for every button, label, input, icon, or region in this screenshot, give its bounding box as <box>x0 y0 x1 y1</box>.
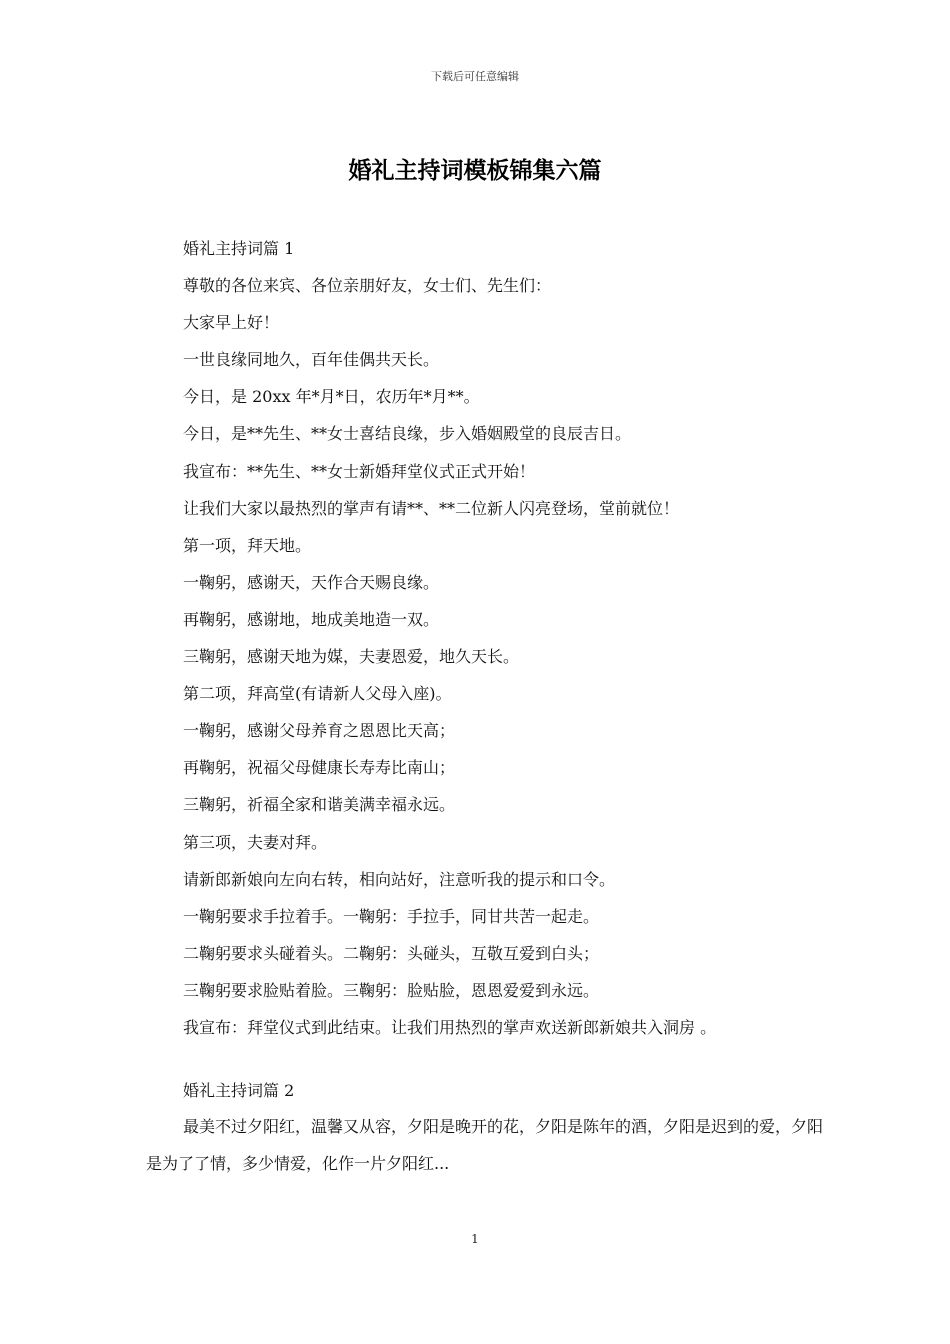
section-2-paragraph: 最美不过夕阳红，温馨又从容，夕阳是晚开的花，夕阳是陈年的酒，夕阳是迟到的爱，夕阳是为了了情，多少情爱，化作一片夕阳红... <box>146 1117 824 1174</box>
page-number: 1 <box>471 1232 479 1246</box>
section-1-line: 三鞠躬，感谢天地为媒，夫妻恩爱，地久天长。 <box>183 647 520 667</box>
section-1-line: 我宣布：**先生、**女士新婚拜堂仪式正式开始！ <box>183 461 536 481</box>
section-1-line: 二鞠躬要求头碰着头。二鞠躬：头碰头，互敬互爱到白头； <box>183 943 600 963</box>
section-1-line: 尊敬的各位来宾、各位亲朋好友，女士们、先生们： <box>183 276 552 296</box>
document-body <box>146 236 826 1182</box>
section-1-line: 一鞠躬，感谢父母养育之恩恩比天高； <box>183 721 456 741</box>
section-1-line: 三鞠躬，祈福全家和谐美满幸福永远。 <box>183 795 456 815</box>
section-2-heading: 婚礼主持词篇 2 <box>183 1081 295 1101</box>
section-1-line: 今日，是**先生、**女士喜结良缘，步入婚姻殿堂的良辰吉日。 <box>183 424 632 444</box>
section-1-line: 再鞠躬，感谢地，地成美地造一双。 <box>183 609 440 629</box>
section-1-heading: 婚礼主持词篇 1 <box>183 239 295 258</box>
document-title: 婚礼主持词模板锦集六篇 <box>348 157 602 184</box>
section-1-line: 一鞠躬，感谢天，天作合天赐良缘。 <box>183 572 440 592</box>
section-1-line: 大家早上好！ <box>183 313 280 333</box>
section-1-line: 第一项，拜天地。 <box>183 535 312 555</box>
section-1-line: 再鞠躬，祝福父母健康长寿寿比南山； <box>183 758 456 778</box>
section-1-line: 一世良缘同地久，百年佳偶共天长。 <box>183 350 440 370</box>
section-1-line: 今日，是 20xx 年*月*日，农历年*月**。 <box>183 387 480 407</box>
section-1-line: 三鞠躬要求脸贴着脸。三鞠躬：脸贴脸，恩恩爱爱到永远。 <box>183 980 600 1000</box>
section-1-line: 我宣布：拜堂仪式到此结束。让我们用热烈的掌声欢送新郎新娘共入洞房 。 <box>183 1017 717 1037</box>
page-header-note: 下载后可任意编辑 <box>431 70 519 83</box>
section-1-line: 第三项，夫妻对拜。 <box>183 832 328 852</box>
section-1-line: 第二项，拜高堂(有请新人父母入座)。 <box>183 684 452 704</box>
section-1-line: 让我们大家以最热烈的掌声有请**、**二位新人闪亮登场，堂前就位！ <box>183 498 680 518</box>
section-1-line: 一鞠躬要求手拉着手。一鞠躬：手拉手，同甘共苦一起走。 <box>183 906 600 926</box>
section-spacer <box>146 1052 826 1078</box>
section-1-line: 请新郎新娘向左向右转，相向站好，注意听我的提示和口令。 <box>183 869 616 889</box>
